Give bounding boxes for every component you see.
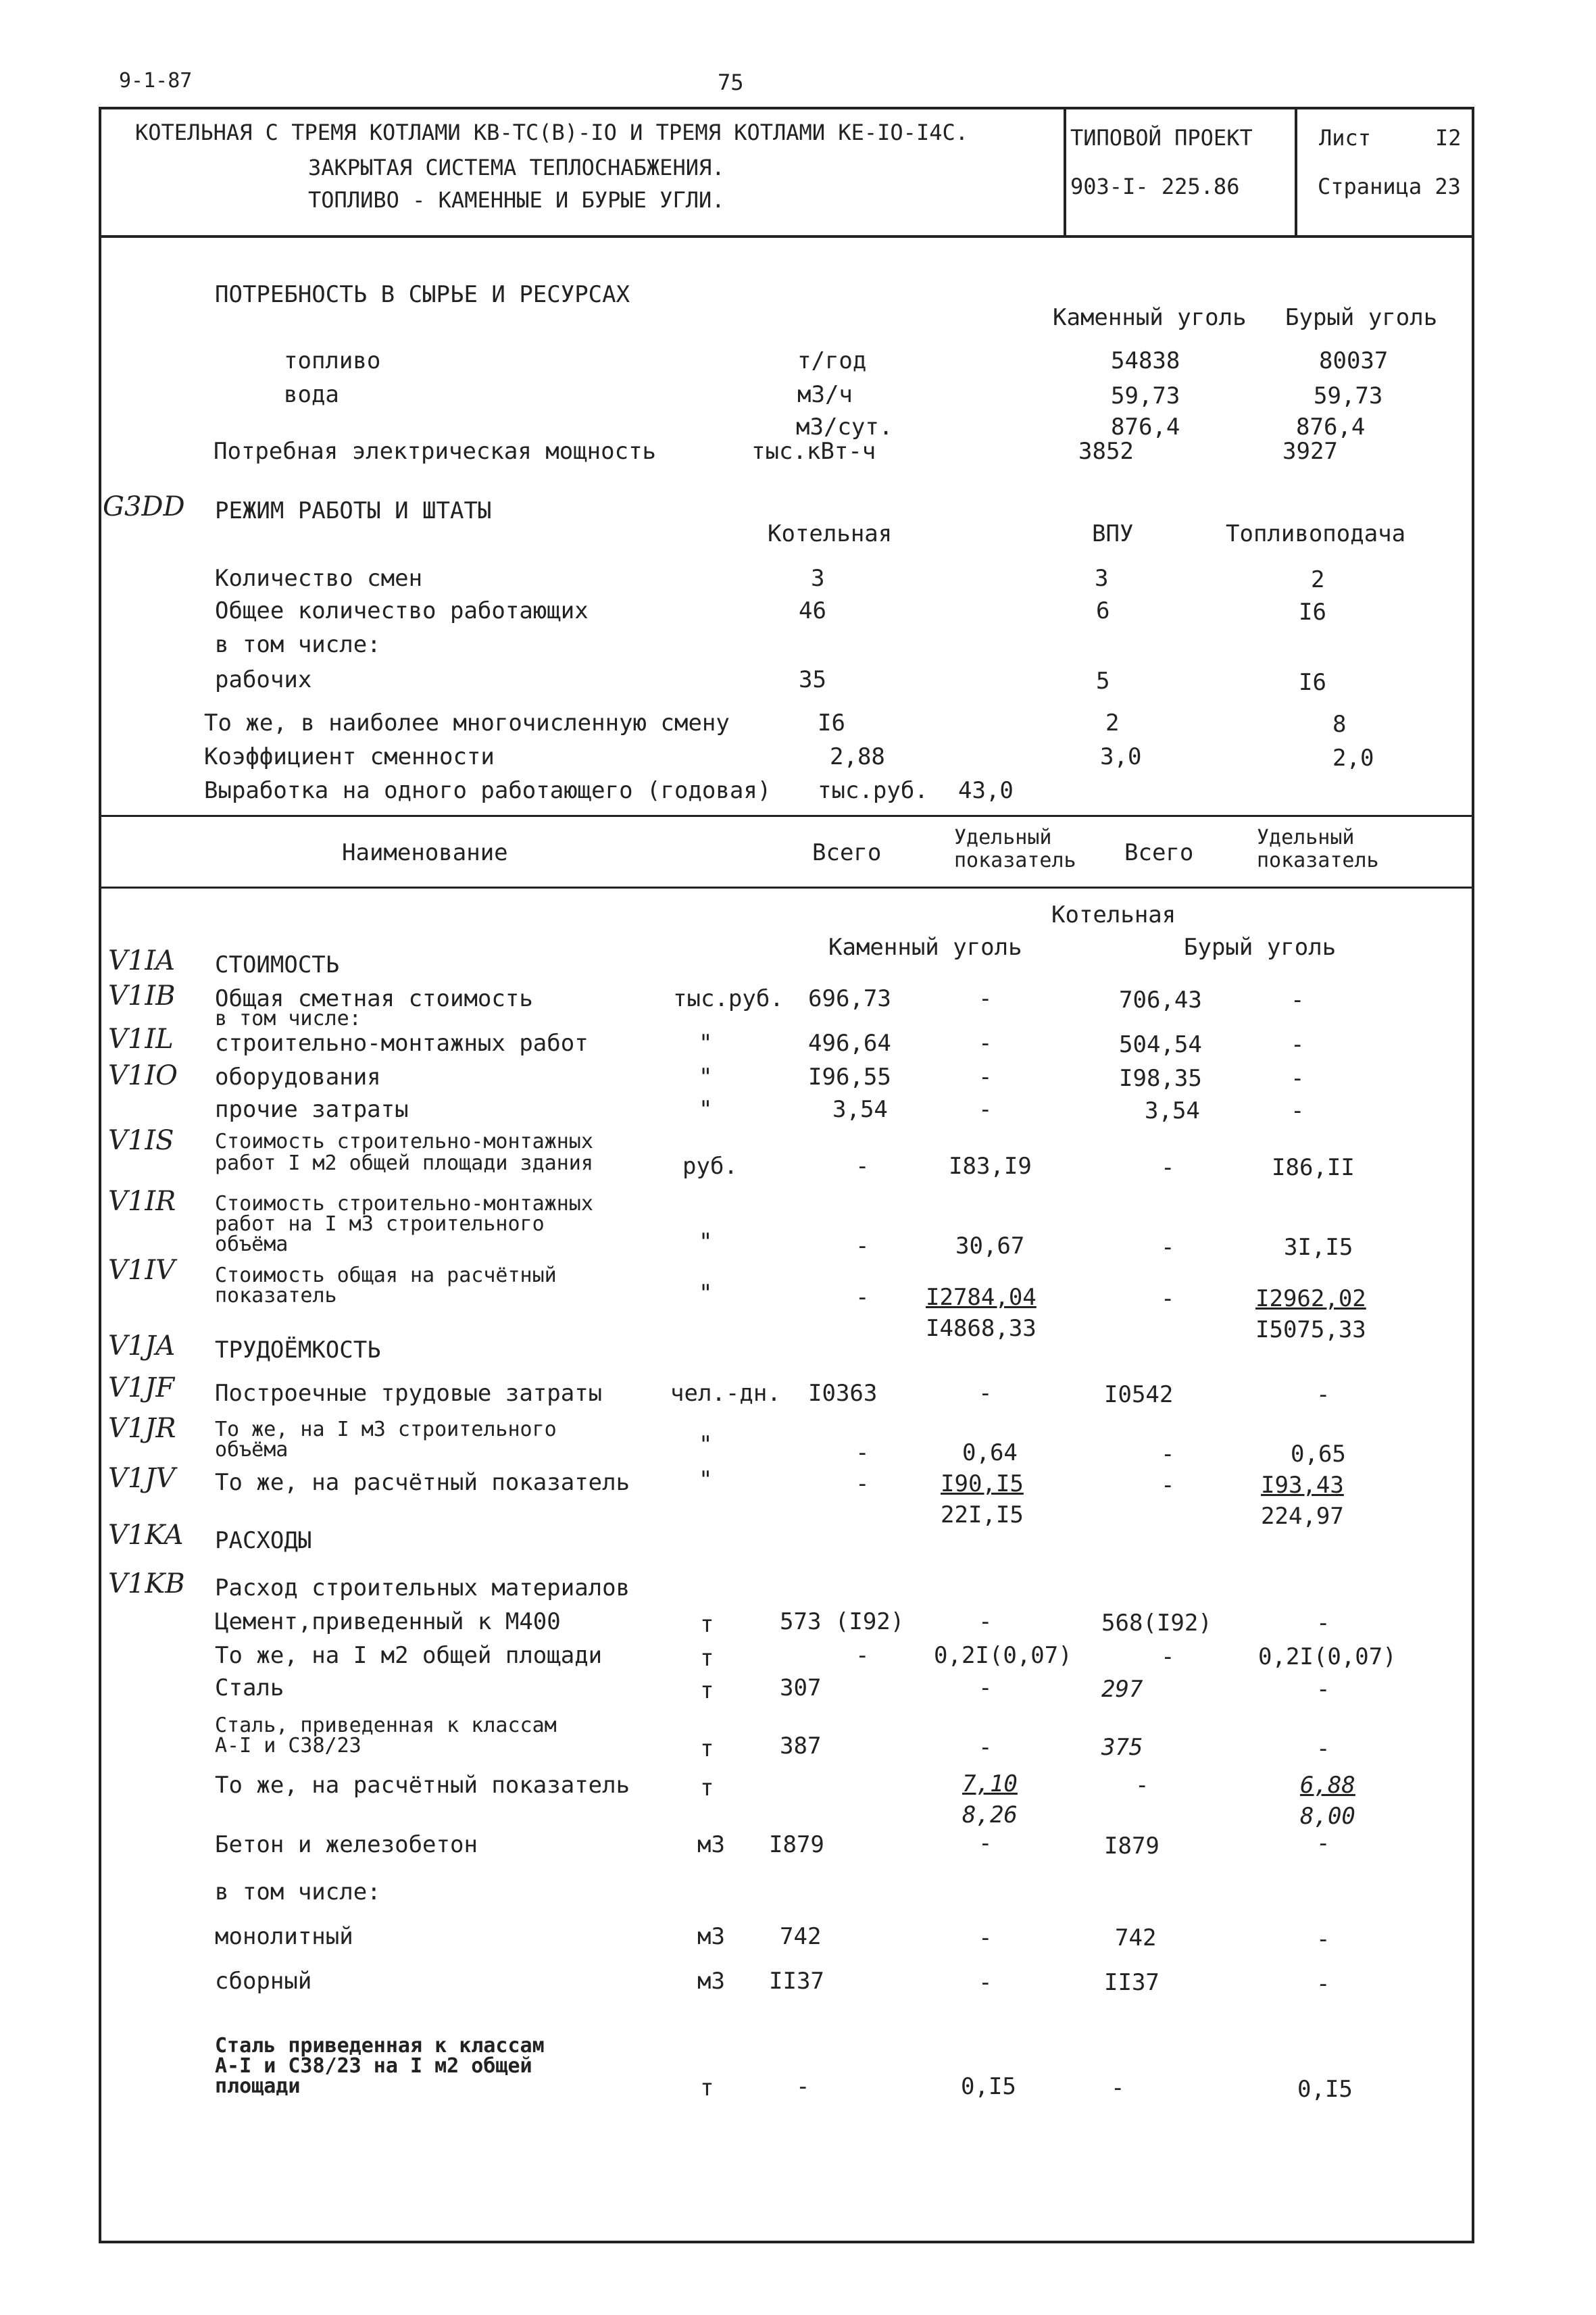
group-boiler: Котельная	[1051, 901, 1176, 928]
steel-unit: т	[700, 1677, 714, 1704]
total-staff-wtp: 6	[1096, 597, 1110, 624]
monolithic-unit: м3	[697, 1923, 725, 1950]
total-cost-unit: тыс.руб.	[673, 985, 784, 1012]
cement-m2-s1: 0,2I(0,07)	[934, 1642, 1072, 1669]
labor-m3-unit: "	[699, 1431, 713, 1458]
precast-label: сборный	[215, 1968, 312, 1995]
steel-calc-t2: -	[1135, 1772, 1149, 1799]
th-specific-2-line1: Удельный	[1257, 826, 1355, 849]
other-costs-t2: 3,54	[1145, 1097, 1200, 1124]
code-v1io: V1IO	[108, 1060, 178, 1091]
steel-m2-unit: т	[700, 2074, 714, 2101]
steel-s2: -	[1316, 1676, 1330, 1703]
concrete-unit: м3	[697, 1831, 725, 1858]
fuel-label: топливо	[284, 347, 381, 374]
sheet-label: Лист	[1319, 125, 1372, 151]
th-total-2: Всего	[1124, 839, 1194, 866]
coef-boiler: 2,88	[830, 743, 885, 770]
steel-calc-s2-numerator: 6,88	[1300, 1772, 1355, 1799]
other-costs-t1: 3,54	[832, 1096, 888, 1123]
water-unit-hourly: м3/ч	[797, 381, 853, 408]
materials-title: Расход строительных материалов	[215, 1574, 630, 1601]
total-cost-s2: -	[1291, 987, 1305, 1014]
steel-classes-s2: -	[1316, 1735, 1330, 1762]
th-specific-1-line1: Удельный	[954, 826, 1052, 849]
shifts-label: Количество смен	[215, 565, 423, 592]
cement-m2-t1: -	[855, 1642, 870, 1669]
code-v1is: V1IS	[108, 1125, 174, 1156]
total-staff-boiler: 46	[799, 597, 826, 624]
title-line-2: ЗАКРЫТАЯ СИСТЕМА ТЕПЛОСНАБЖЕНИЯ.	[308, 155, 725, 180]
equipment-s2: -	[1291, 1065, 1305, 1092]
th-specific-1-line2: показатель	[954, 849, 1076, 872]
labor-label: Построечные трудовые затраты	[215, 1380, 603, 1407]
page-label: Страница 23	[1318, 174, 1461, 199]
steel-classes-t2: 375	[1101, 1734, 1143, 1761]
precast-s2: -	[1316, 1970, 1330, 1997]
max-shift-wtp: 2	[1105, 710, 1120, 737]
steel-calc-s1-numerator: 7,10	[962, 1770, 1018, 1797]
cost-calc-t2: -	[1161, 1285, 1175, 1312]
shifts-fuel: 2	[1311, 566, 1325, 593]
steel-calc-s2-denominator: 8,00	[1300, 1803, 1355, 1830]
fuel-hard: 54838	[1111, 347, 1180, 374]
labor-m3-label-1: То же, на I м3 строительного	[215, 1418, 557, 1441]
labor-t1: I0363	[808, 1380, 878, 1407]
labor-calc-unit: "	[699, 1466, 713, 1493]
power-label: Потребная электрическая мощность	[214, 438, 657, 465]
cement-m2-label: То же, на I м2 общей площади	[215, 1642, 603, 1669]
cost-m2-unit: руб.	[682, 1153, 738, 1180]
steel-classes-s1: -	[978, 1734, 993, 1761]
equipment-s1: -	[978, 1064, 993, 1091]
staff-title: РЕЖИМ РАБОТЫ И ШТАТЫ	[215, 497, 492, 524]
th-total-1: Всего	[812, 839, 882, 866]
total-cost-t2: 706,43	[1119, 987, 1202, 1014]
steel-m2-label-3: площади	[215, 2074, 301, 2098]
staff-col-wtp: ВПУ	[1092, 520, 1134, 547]
water-brown-hourly: 59,73	[1314, 382, 1383, 409]
labor-calc-label: То же, на расчётный показатель	[215, 1469, 630, 1496]
coef-label: Коэффициент сменности	[204, 743, 495, 770]
code-v1ja: V1JA	[108, 1330, 176, 1362]
staff-code: G3DD	[103, 491, 185, 522]
cement-s1: -	[978, 1608, 993, 1635]
cost-title: СТОИМОСТЬ	[215, 951, 340, 978]
code-v1ir: V1IR	[108, 1186, 176, 1217]
steel-m2-t1: -	[796, 2073, 810, 2100]
th-specific-2-line2: показатель	[1257, 849, 1379, 872]
total-cost-s1: -	[978, 985, 993, 1012]
th-name: Наименование	[342, 839, 508, 866]
cost-calc-label-2: показатель	[215, 1284, 337, 1308]
workers-fuel: I6	[1299, 669, 1326, 696]
cement-m2-t2: -	[1161, 1643, 1175, 1670]
staff-col-fuel-supply: Топливоподача	[1226, 520, 1406, 547]
cost-calc-s1-denominator: I4868,33	[926, 1315, 1037, 1342]
resources-col-brown: Бурый уголь	[1285, 304, 1438, 331]
water-hard-daily: 876,4	[1111, 414, 1180, 441]
labor-calc-s2-numerator: I93,43	[1261, 1472, 1344, 1499]
total-cost-label-2: в том числе:	[215, 1007, 361, 1030]
title-block-divider-1	[1064, 107, 1066, 237]
title-line-3: ТОПЛИВО - КАМЕННЫЕ И БУРЫЕ УГЛИ.	[308, 187, 725, 213]
cost-m3-s1: 30,67	[955, 1233, 1025, 1260]
monolithic-s1: -	[978, 1924, 993, 1951]
total-staff-label: Общее количество работающих	[215, 597, 589, 624]
expenses-title: РАСХОДЫ	[215, 1527, 312, 1554]
code-v1jf: V1JF	[108, 1372, 175, 1403]
output-value: 43,0	[958, 777, 1014, 804]
cost-calc-s2-denominator: I5075,33	[1255, 1316, 1366, 1343]
labor-m3-label-2: объёма	[215, 1438, 289, 1462]
labor-s1: -	[978, 1380, 993, 1407]
steel-calc-label: То же, на расчётный показатель	[215, 1772, 630, 1799]
concrete-label: Бетон и железобетон	[215, 1831, 478, 1858]
other-costs-unit: "	[699, 1096, 713, 1123]
water-hard-hourly: 59,73	[1111, 382, 1180, 409]
labor-s2: -	[1316, 1381, 1330, 1408]
steel-m2-s2: 0,I5	[1297, 2076, 1353, 2103]
max-shift-label: То же, в наиболее многочисленную смену	[204, 710, 730, 737]
monolithic-t2: 742	[1115, 1924, 1157, 1951]
construction-t2: 504,54	[1119, 1031, 1202, 1058]
code-v1jv: V1JV	[108, 1463, 176, 1494]
concrete-incl-label: в том числе:	[215, 1878, 381, 1906]
resources-col-hard: Каменный уголь	[1053, 304, 1247, 331]
coef-fuel: 2,0	[1332, 745, 1374, 772]
construction-unit: "	[699, 1030, 713, 1057]
code-v1ia: V1IA	[108, 945, 176, 976]
other-costs-s1: -	[978, 1096, 993, 1123]
group-brown-coal: Бурый уголь	[1184, 934, 1337, 961]
cost-m3-unit: "	[699, 1228, 713, 1255]
labor-unit: чел.-дн.	[670, 1380, 781, 1407]
labor-title: ТРУДОЁМКОСТЬ	[215, 1337, 381, 1364]
group-hard-coal: Каменный уголь	[828, 934, 1022, 961]
max-shift-fuel: 8	[1332, 711, 1347, 738]
precast-unit: м3	[697, 1968, 725, 1995]
labor-calc-t1: -	[855, 1470, 870, 1497]
staff-incl-label: в том числе:	[215, 631, 381, 658]
labor-calc-s1-numerator: I90,I5	[941, 1470, 1024, 1497]
labor-calc-s2-denominator: 224,97	[1261, 1503, 1344, 1530]
cost-m3-label-3: объёма	[215, 1233, 289, 1256]
cost-calc-s1-numerator: I2784,04	[926, 1284, 1037, 1311]
shifts-boiler: 3	[811, 565, 825, 592]
code-v1jr: V1JR	[108, 1413, 176, 1444]
doc-code: 9-1-87	[119, 69, 193, 93]
cement-t2: 568(I92)	[1101, 1610, 1212, 1637]
project-number: 903-I- 225.86	[1070, 174, 1240, 199]
construction-s2: -	[1291, 1031, 1305, 1058]
code-v1kb: V1KB	[108, 1568, 185, 1599]
cement-label: Цемент,приведенный к М400	[215, 1608, 561, 1635]
steel-m2-label-1: Сталь приведенная к классам	[215, 2034, 545, 2058]
coef-wtp: 3,0	[1100, 743, 1142, 770]
project-label: ТИПОВОЙ ПРОЕКТ	[1070, 125, 1253, 151]
equipment-t1: I96,55	[808, 1064, 891, 1091]
steel-classes-unit: т	[700, 1735, 714, 1762]
labor-calc-t2: -	[1161, 1472, 1175, 1499]
cost-calc-unit: "	[699, 1280, 713, 1307]
cost-m2-t1: -	[855, 1153, 870, 1180]
cost-m3-t1: -	[855, 1233, 870, 1260]
monolithic-label: монолитный	[215, 1923, 353, 1950]
code-v1ib: V1IB	[108, 980, 176, 1012]
steel-classes-label-1: Сталь, приведенная к классам	[215, 1714, 557, 1737]
other-costs-s2: -	[1291, 1097, 1305, 1124]
fuel-brown: 80037	[1319, 347, 1389, 374]
cost-m2-s1: I83,I9	[949, 1153, 1032, 1180]
steel-m2-s1: 0,I5	[961, 2073, 1016, 2100]
cement-m2-s2: 0,2I(0,07)	[1258, 1643, 1397, 1670]
steel-calc-s1-denominator: 8,26	[962, 1801, 1018, 1828]
construction-s1: -	[978, 1030, 993, 1057]
code-v1ka: V1KA	[108, 1520, 184, 1551]
labor-m3-t2: -	[1161, 1441, 1175, 1468]
labor-t2: I0542	[1104, 1381, 1174, 1408]
cement-s2: -	[1316, 1610, 1330, 1637]
max-shift-boiler: I6	[818, 710, 845, 737]
title-block-bottom-line	[99, 235, 1474, 238]
water-label: вода	[284, 381, 339, 408]
labor-m3-s2: 0,65	[1291, 1441, 1346, 1468]
workers-boiler: 35	[799, 666, 826, 693]
construction-label: строительно-монтажных работ	[215, 1030, 589, 1057]
labor-calc-s1-denominator: 22I,I5	[941, 1501, 1024, 1528]
steel-label: Сталь	[215, 1674, 284, 1701]
labor-m3-t1: -	[855, 1439, 870, 1466]
steel-classes-t1: 387	[780, 1733, 822, 1760]
total-staff-fuel: I6	[1299, 599, 1326, 626]
steel-s1: -	[978, 1674, 993, 1701]
steel-calc-unit: т	[700, 1774, 714, 1801]
cost-m2-label-2: работ I м2 общей площади здания	[215, 1151, 593, 1175]
concrete-s1: -	[978, 1830, 993, 1857]
construction-t1: 496,64	[808, 1030, 891, 1057]
page-number: 75	[718, 70, 744, 95]
equipment-t2: I98,35	[1119, 1065, 1202, 1092]
water-brown-daily: 876,4	[1296, 414, 1366, 441]
steel-t2: 297	[1101, 1676, 1143, 1703]
total-cost-label-1: Общая сметная стоимость	[215, 985, 533, 1012]
title-block-divider-2	[1295, 107, 1297, 237]
other-costs-label: прочие затраты	[215, 1096, 409, 1123]
cost-m3-label-1: Стоимость строительно-монтажных	[215, 1192, 593, 1216]
water-unit-daily: м3/сут.	[796, 414, 893, 441]
power-unit: тыс.кВт-ч	[751, 438, 876, 465]
precast-s1: -	[978, 1969, 993, 1996]
table-header-top-line	[99, 815, 1474, 817]
output-label: Выработка на одного работающего (годовая)	[204, 777, 772, 804]
cement-unit: т	[700, 1611, 714, 1638]
equipment-unit: "	[699, 1064, 713, 1091]
cost-m3-s2: 3I,I5	[1284, 1234, 1353, 1261]
fuel-unit: т/год	[797, 347, 867, 374]
cost-calc-s2-numerator: I2962,02	[1255, 1285, 1366, 1312]
steel-m2-t2: -	[1111, 2074, 1125, 2101]
concrete-t2: I879	[1104, 1833, 1159, 1860]
cost-m2-t2: -	[1161, 1154, 1175, 1181]
concrete-t1: I879	[769, 1831, 824, 1858]
monolithic-t1: 742	[780, 1923, 822, 1950]
sheet-number: I2	[1435, 125, 1462, 151]
monolithic-s2: -	[1316, 1926, 1330, 1953]
total-cost-t1: 696,73	[808, 985, 891, 1012]
staff-col-boiler: Котельная	[768, 520, 893, 547]
cement-t1: 573 (I92)	[780, 1608, 905, 1635]
labor-m3-s1: 0,64	[962, 1439, 1018, 1466]
output-unit: тыс.руб.	[818, 777, 928, 804]
cost-m2-label-1: Стоимость строительно-монтажных	[215, 1130, 593, 1153]
precast-t2: II37	[1104, 1969, 1159, 1996]
resources-title: ПОТРЕБНОСТЬ В СЫРЬЕ И РЕСУРСАХ	[215, 281, 630, 308]
cost-m2-s2: I86,II	[1272, 1154, 1355, 1181]
steel-m2-label-2: А-I и С38/23 на I м2 общей	[215, 2054, 532, 2078]
concrete-s2: -	[1316, 1830, 1330, 1857]
title-line-1: КОТЕЛЬНАЯ С ТРЕМЯ КОТЛАМИ КВ-ТС(В)-IO И ТРЕМЯ КОТЛАМИ КЕ-IO-I4С.	[135, 120, 968, 145]
power-brown: 3927	[1282, 438, 1338, 465]
steel-classes-label-2: А-I и С38/23	[215, 1734, 361, 1758]
code-v1il: V1IL	[108, 1024, 174, 1055]
cost-calc-label-1: Стоимость общая на расчётный	[215, 1264, 557, 1287]
cost-m3-label-2: работ на I м3 строительного	[215, 1212, 545, 1236]
code-v1iv: V1IV	[108, 1255, 176, 1286]
table-header-bottom-line	[99, 887, 1474, 889]
precast-t1: II37	[769, 1968, 824, 1995]
power-hard: 3852	[1078, 438, 1134, 465]
shifts-wtp: 3	[1095, 565, 1109, 592]
equipment-label: оборудования	[215, 1064, 381, 1091]
cost-calc-t1: -	[855, 1284, 870, 1311]
cost-m3-t2: -	[1161, 1234, 1175, 1261]
cement-m2-unit: т	[700, 1645, 714, 1672]
workers-wtp: 5	[1096, 668, 1110, 695]
steel-t1: 307	[780, 1674, 822, 1701]
workers-label: рабочих	[215, 666, 312, 693]
